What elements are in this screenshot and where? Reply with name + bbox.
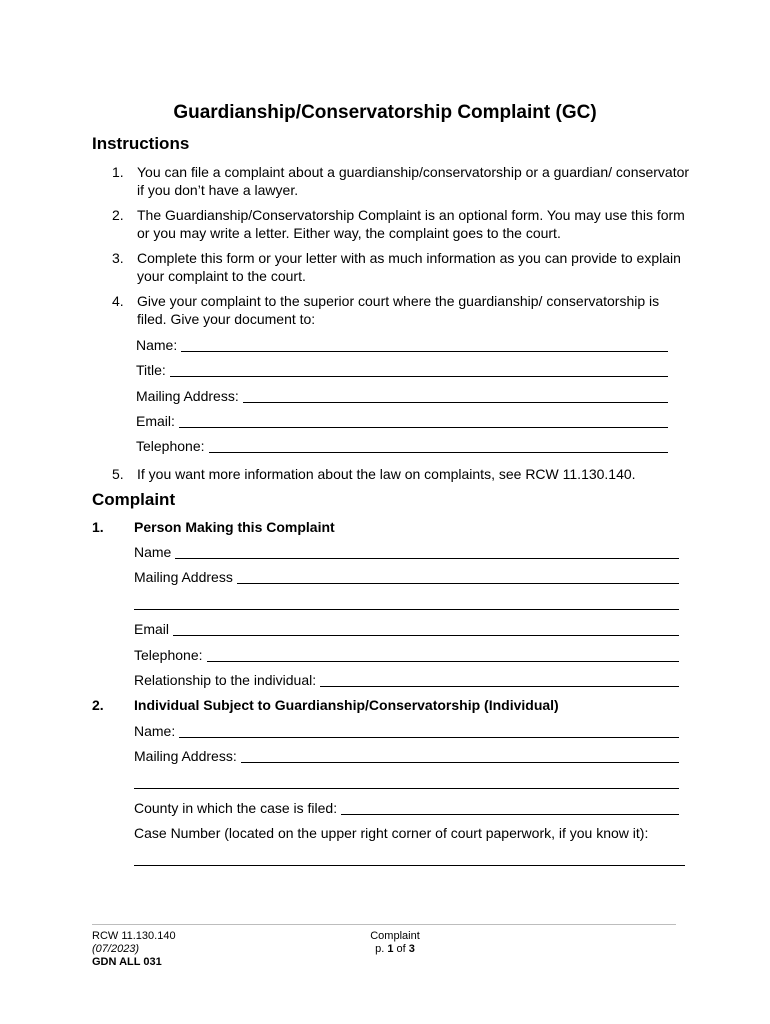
- field-label: Mailing Address: [134, 569, 233, 585]
- instruction-item-2: [112, 206, 692, 242]
- complainant-telephone-field[interactable]: [134, 647, 679, 664]
- instructions-heading: Instructions: [92, 134, 190, 153]
- field-label: Name:: [134, 723, 176, 739]
- footer-form-name: Complaint: [370, 930, 420, 942]
- instruction-item-5: [112, 465, 692, 483]
- footer-center: [340, 930, 450, 956]
- individual-name-field[interactable]: [134, 723, 679, 740]
- instruction-text: Give your complaint to the superior court where the guardianship/ conservatorship is filed. Give your document to:: [137, 293, 660, 327]
- county-field[interactable]: [134, 800, 679, 817]
- footer-page-number: [340, 943, 450, 956]
- fill-line[interactable]: [243, 401, 668, 403]
- fill-line[interactable]: [320, 685, 679, 687]
- field-label: Email: [134, 621, 170, 637]
- recipient-telephone-field[interactable]: [136, 438, 668, 455]
- fill-line[interactable]: [175, 557, 679, 559]
- fill-line[interactable]: [241, 761, 679, 763]
- case-number-line[interactable]: [134, 865, 685, 866]
- field-label: Telephone:: [136, 438, 205, 454]
- page-total: 3: [408, 943, 415, 955]
- instruction-text: Complete this form or your letter with as much information as you can provide to explain your complaint to the court.: [137, 250, 681, 284]
- instruction-item-3: [112, 249, 692, 285]
- field-label: Email:: [136, 413, 175, 429]
- recipient-title-field[interactable]: [136, 362, 668, 379]
- fill-line[interactable]: [179, 426, 668, 428]
- recipient-name-field[interactable]: [136, 337, 668, 354]
- fill-line[interactable]: [237, 582, 679, 584]
- instruction-text: You can file a complaint about a guardianship/conservatorship or a guardian/ conservator if you don’t have a lawyer.: [137, 164, 690, 198]
- field-label: Relationship to the individual:: [134, 672, 317, 688]
- footer-form-id: GDN ALL 031: [92, 956, 162, 968]
- field-label: Telephone:: [134, 647, 203, 663]
- complainant-name-field[interactable]: [134, 544, 679, 561]
- field-label: Mailing Address:: [134, 748, 237, 764]
- fill-line[interactable]: [209, 451, 668, 453]
- footer-rcw: RCW 11.130.140: [92, 930, 176, 942]
- instruction-item-1: [112, 163, 692, 199]
- field-label: Name: [134, 544, 172, 560]
- fill-line[interactable]: [179, 736, 679, 738]
- complaint-heading: Complaint: [92, 490, 176, 509]
- field-label: County in which the case is filed:: [134, 800, 338, 816]
- instruction-number: 2.: [112, 207, 124, 223]
- field-label: Name:: [136, 337, 178, 353]
- recipient-email-field[interactable]: [136, 413, 668, 430]
- section-1-title: Person Making this Complaint: [134, 519, 335, 535]
- section-1-number: 1.: [92, 519, 104, 535]
- relationship-field[interactable]: [134, 672, 679, 689]
- instruction-number: 4.: [112, 293, 124, 309]
- instruction-number: 5.: [112, 466, 124, 482]
- fill-line[interactable]: [207, 660, 679, 662]
- footer-date: (07/2023): [92, 943, 140, 955]
- individual-mailing-address-field[interactable]: [134, 748, 679, 765]
- fill-line[interactable]: [341, 813, 679, 815]
- instruction-number: 3.: [112, 250, 124, 266]
- fill-line[interactable]: [173, 634, 679, 636]
- section-2-title: Individual Subject to Guardianship/Conservatorship (Individual): [134, 697, 559, 713]
- instruction-item-4: [112, 292, 692, 328]
- section-2-number: 2.: [92, 697, 104, 713]
- fill-line[interactable]: [170, 375, 668, 377]
- individual-address-line-2[interactable]: [134, 788, 679, 789]
- recipient-mailing-address-field[interactable]: [136, 388, 668, 405]
- field-label: Title:: [136, 362, 166, 378]
- instruction-text: If you want more information about the law on complaints, see RCW 11.130.140.: [137, 466, 636, 482]
- footer-divider: [92, 924, 676, 925]
- page-title: Guardianship/Conservatorship Complaint (GC): [173, 102, 597, 123]
- fill-line[interactable]: [181, 350, 668, 352]
- complainant-mailing-address-field[interactable]: [134, 569, 679, 586]
- page-of: of: [393, 943, 409, 955]
- instruction-text: The Guardianship/Conservatorship Complaint is an optional form. You may use this form or you may write a letter. Either way, the complaint goes to the court.: [137, 207, 685, 241]
- field-label: Mailing Address:: [136, 388, 239, 404]
- complainant-email-field[interactable]: [134, 621, 679, 638]
- footer-left: [92, 930, 176, 969]
- complainant-address-line-2[interactable]: [134, 609, 679, 610]
- instruction-number: 1.: [112, 164, 124, 180]
- case-number-label: Case Number (located on the upper right corner of court paperwork, if you know it):: [134, 825, 649, 841]
- page-current: 1: [387, 943, 394, 955]
- page-prefix: p.: [375, 943, 388, 955]
